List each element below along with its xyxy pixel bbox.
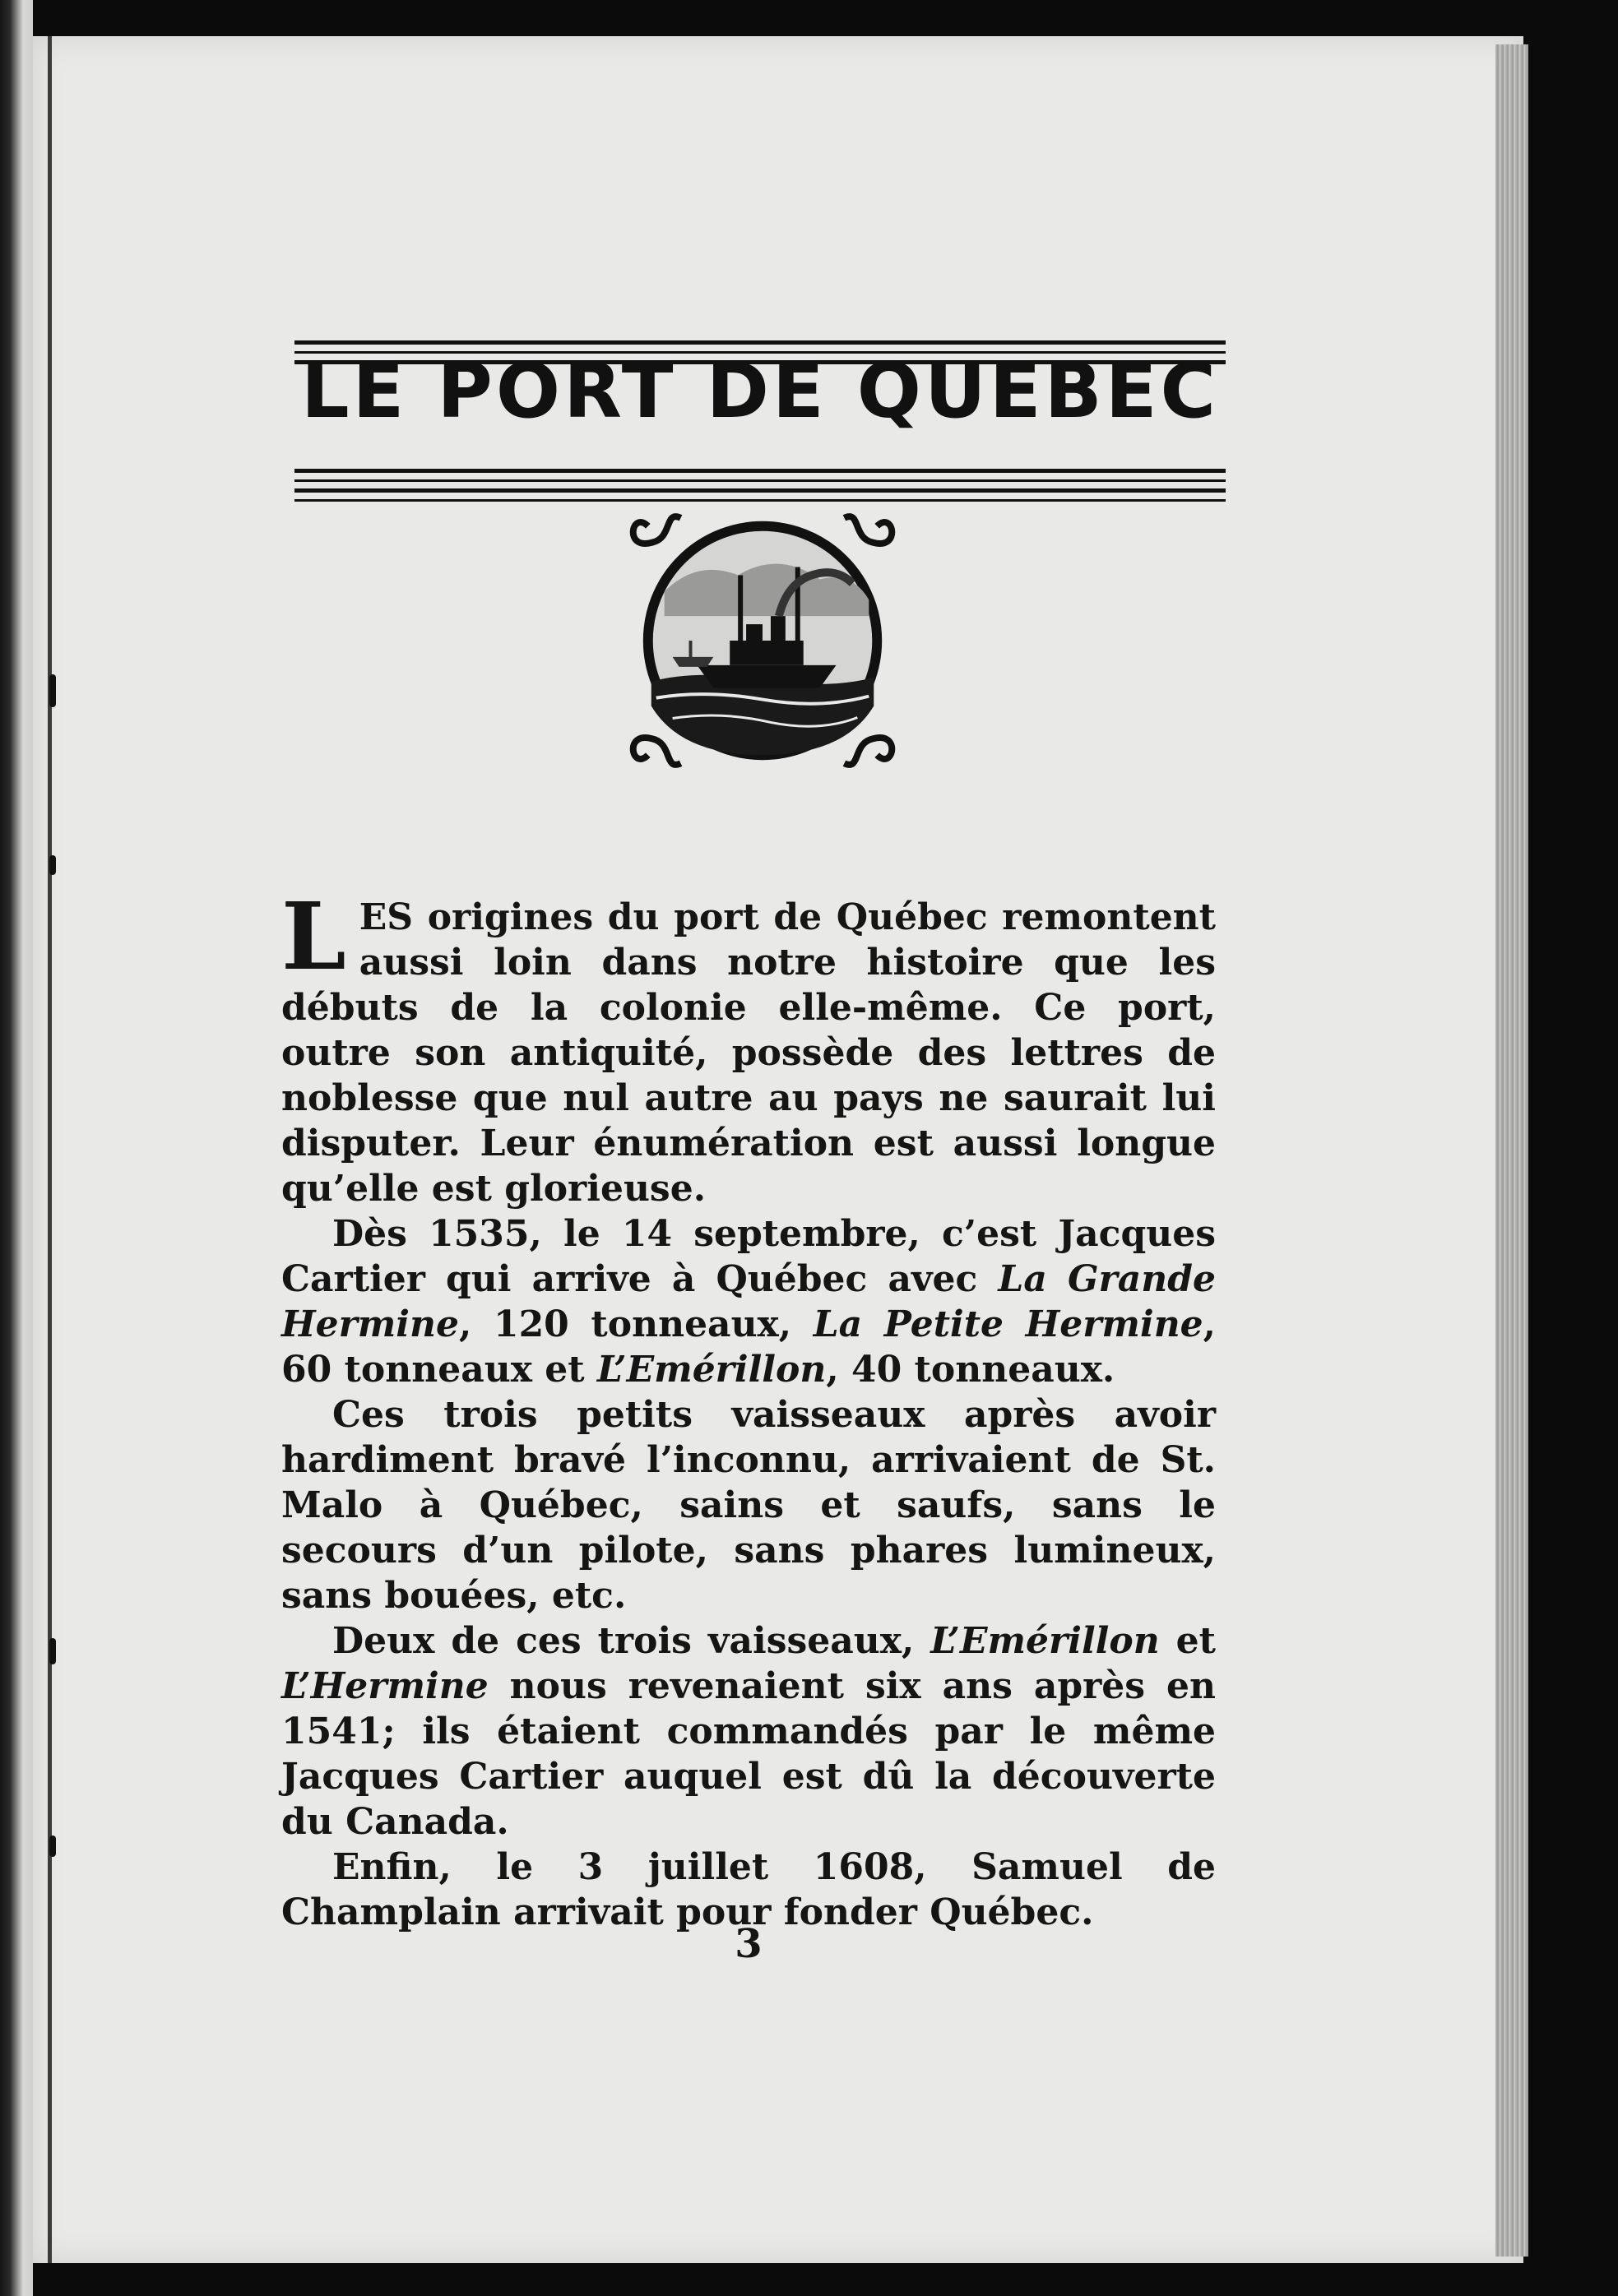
ship-medallion-icon (615, 493, 910, 788)
paragraph-2 (281, 1211, 1216, 1392)
paragraph-2-part-b: , 120 tonneaux, (459, 1303, 814, 1345)
rule-line (294, 469, 1226, 473)
rule-line (294, 488, 1226, 493)
page-number: 3 (735, 1921, 763, 1967)
paragraph-1-text: ES origines du port de Québec remontent aussi loin dans notre histoire que les débuts de la colonie elle-même. Ce port, outre son antiquité, possède des lettres de noblesse que nul autre au pays ne saurait lui disputer. Leur énumération est aussi longue qu’elle est glorieuse. (281, 896, 1216, 1210)
binding-mark (49, 674, 56, 707)
ship-name-emerillon-2: L’Emérillon (930, 1620, 1160, 1662)
ship-name-emerillon: L’Emérillon (596, 1349, 827, 1391)
rule-line (294, 340, 1226, 345)
ship-name-petite-hermine: La Petite Hermine (813, 1303, 1203, 1345)
article-body (281, 883, 1217, 1935)
paragraph-5: Enfin, le 3 juillet 1608, Samuel de Champlain arrivait pour fonder Québec. (281, 1846, 1216, 1933)
paragraph-2-part-c: , 60 tonneaux et (281, 1303, 1216, 1391)
binding-mark (49, 1638, 56, 1664)
ship-name-hermine: L’Hermine (281, 1665, 489, 1707)
binding-mark (49, 855, 56, 875)
right-page-edges (1495, 44, 1528, 2257)
paragraph-2-part-d: , 40 tonneaux. (826, 1349, 1115, 1391)
ship-name-grande-hermine: La Grande Hermine (281, 1258, 1216, 1345)
binding-mark (49, 1835, 56, 1857)
rule-line (294, 479, 1226, 482)
paragraph-2-part-a: Dès 1535, le 14 septembre, c’est Jacques Cartier qui arrive à Québec avec (281, 1213, 1216, 1300)
page-title: LE PORT DE QUEBEC (300, 347, 1220, 435)
paragraph-4-part-b: et (1159, 1620, 1217, 1662)
left-page-edge (0, 0, 33, 2296)
drop-cap: L (281, 883, 346, 991)
paragraph-4 (281, 1618, 1216, 1845)
binding-marks (49, 0, 59, 2296)
paragraph-4-part-a: Deux de ces trois vaisseaux, (332, 1620, 931, 1662)
paragraph-4-part-c: nous revenaient six ans après en 1541; ils étaient commandés par le même Jacques Cartier auquel est dû la découverte du Canada. (281, 1665, 1216, 1843)
paragraph-1 (281, 883, 1216, 1211)
paragraph-3: Ces trois petits vaisseaux après avoir hardiment bravé l’inconnu, arrivaient de St. Malo à Québec, sains et saufs, sans le secours d’un pilote, sans phares lumineux, sans bouées, etc. (281, 1394, 1216, 1617)
